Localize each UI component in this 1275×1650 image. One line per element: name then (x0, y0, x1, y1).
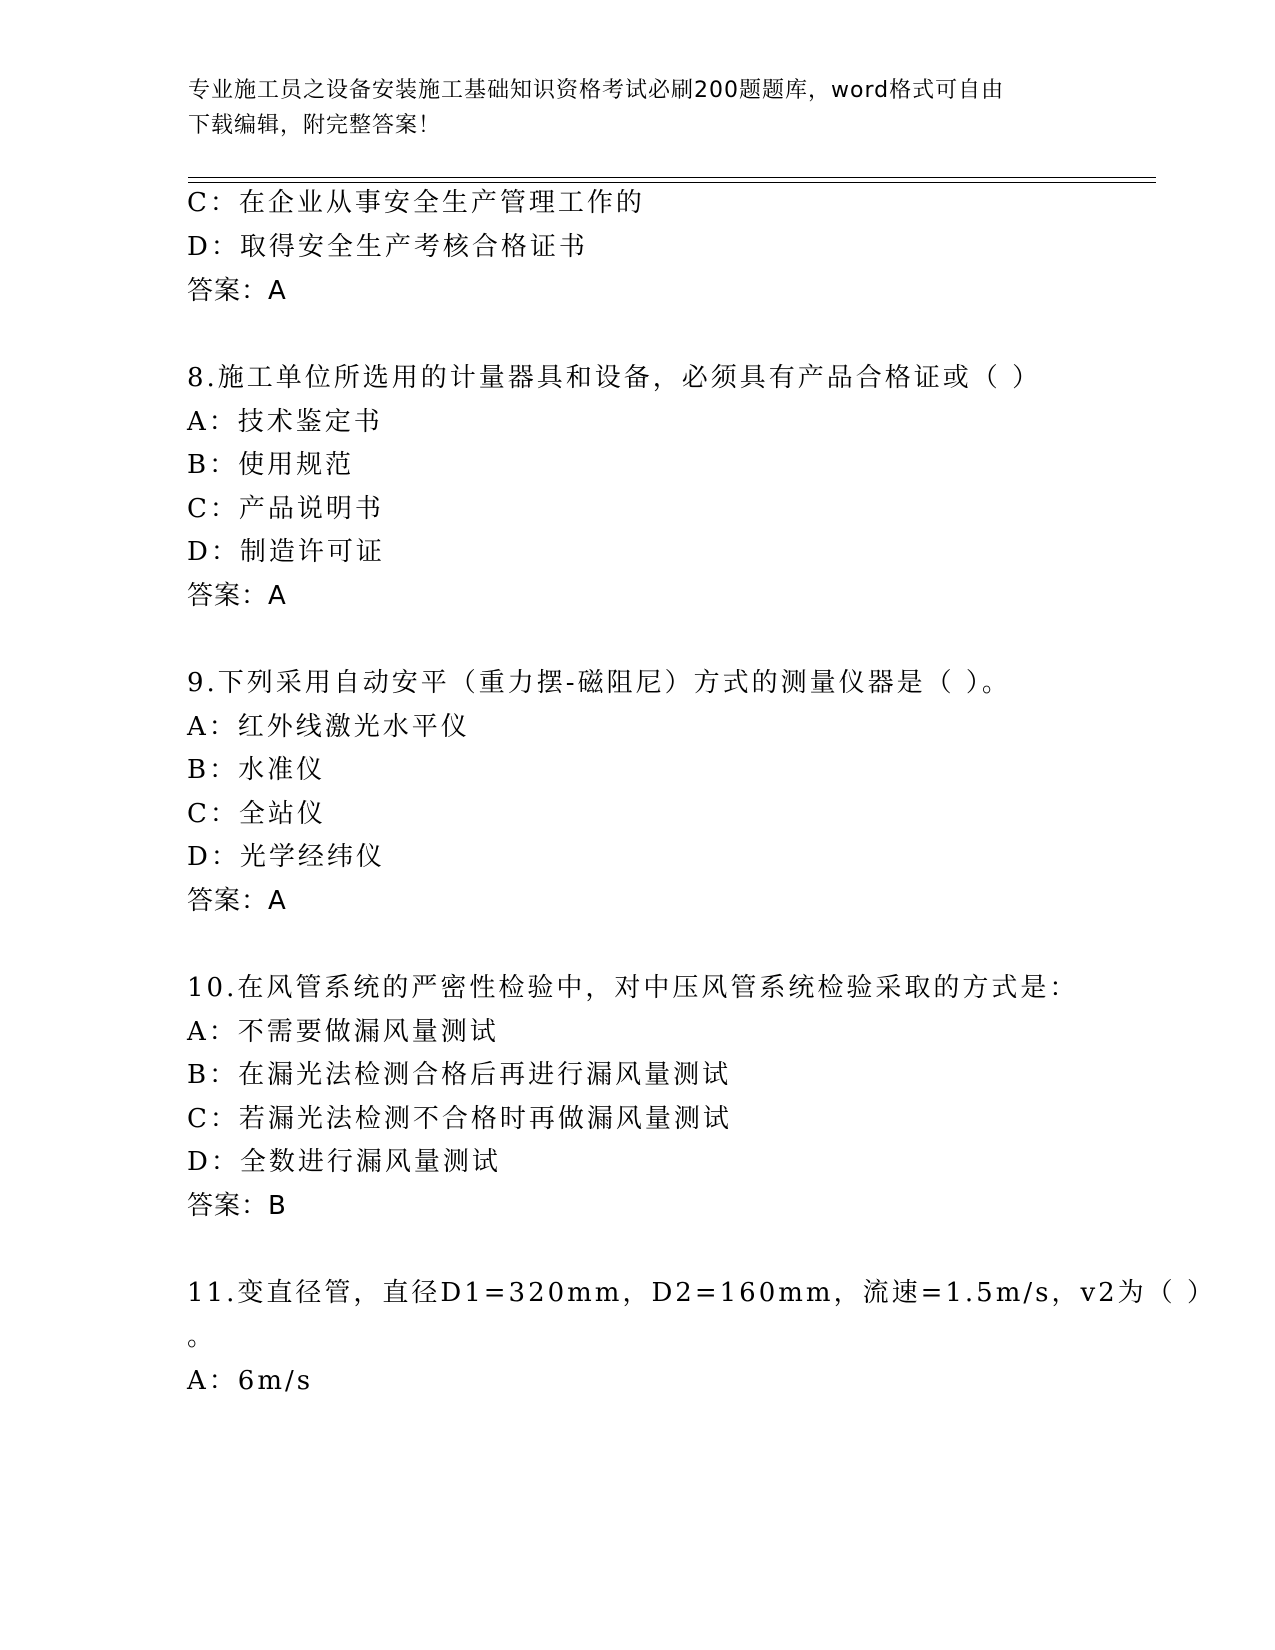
q9-option-d: D：光学经纬仪 (187, 842, 385, 872)
q10-option-a: A：不需要做漏风量测试 (187, 1017, 499, 1047)
q10-question: 10.在风管系统的严密性检验中，对中压风管系统检验采取的方式是： (187, 973, 1079, 1003)
q11-question-line-1: 11.变直径管，直径D1=320mm，D2=160mm，流速=1.5m/s，v2为（ ） (187, 1278, 1216, 1308)
q7-option-c: C：在企业从事安全生产管理工作的 (187, 188, 645, 218)
q8-option-a: A：技术鉴定书 (187, 407, 383, 437)
header-rule-top (188, 177, 1156, 178)
q8-option-b: B：使用规范 (187, 450, 355, 480)
q9-answer: 答案：A (187, 886, 287, 916)
q10-answer: 答案：B (187, 1191, 287, 1221)
q10-option-d: D：全数进行漏风量测试 (187, 1147, 501, 1177)
q8-question: 8.施工单位所选用的计量器具和设备，必须具有产品合格证或（ ） (187, 363, 1042, 393)
header-line-1: 专业施工员之设备安装施工基础知识资格考试必刷200题题库，word格式可自由 (188, 78, 1005, 103)
q10-option-c: C：若漏光法检测不合格时再做漏风量测试 (187, 1104, 732, 1134)
q8-answer: 答案：A (187, 581, 287, 611)
q9-question: 9.下列采用自动安平（重力摆-磁阻尼）方式的测量仪器是（ ）。 (187, 668, 1011, 698)
header-line-2: 下载编辑，附完整答案！ (188, 113, 442, 138)
q9-option-c: C：全站仪 (187, 799, 326, 829)
q8-option-c: C：产品说明书 (187, 494, 384, 524)
q11-question-line-2: 。 (187, 1322, 217, 1352)
q11-option-a: A：6m/s (187, 1366, 314, 1396)
q7-option-d: D：取得安全生产考核合格证书 (187, 232, 588, 262)
q9-option-b: B：水准仪 (187, 755, 326, 785)
q10-option-b: B：在漏光法检测合格后再进行漏风量测试 (187, 1060, 732, 1090)
document-header (188, 73, 1088, 143)
q7-answer: 答案：A (187, 276, 287, 306)
q9-option-a: A：红外线激光水平仪 (187, 712, 470, 742)
header-rule-bottom (188, 182, 1156, 183)
q8-option-d: D：制造许可证 (187, 537, 385, 567)
